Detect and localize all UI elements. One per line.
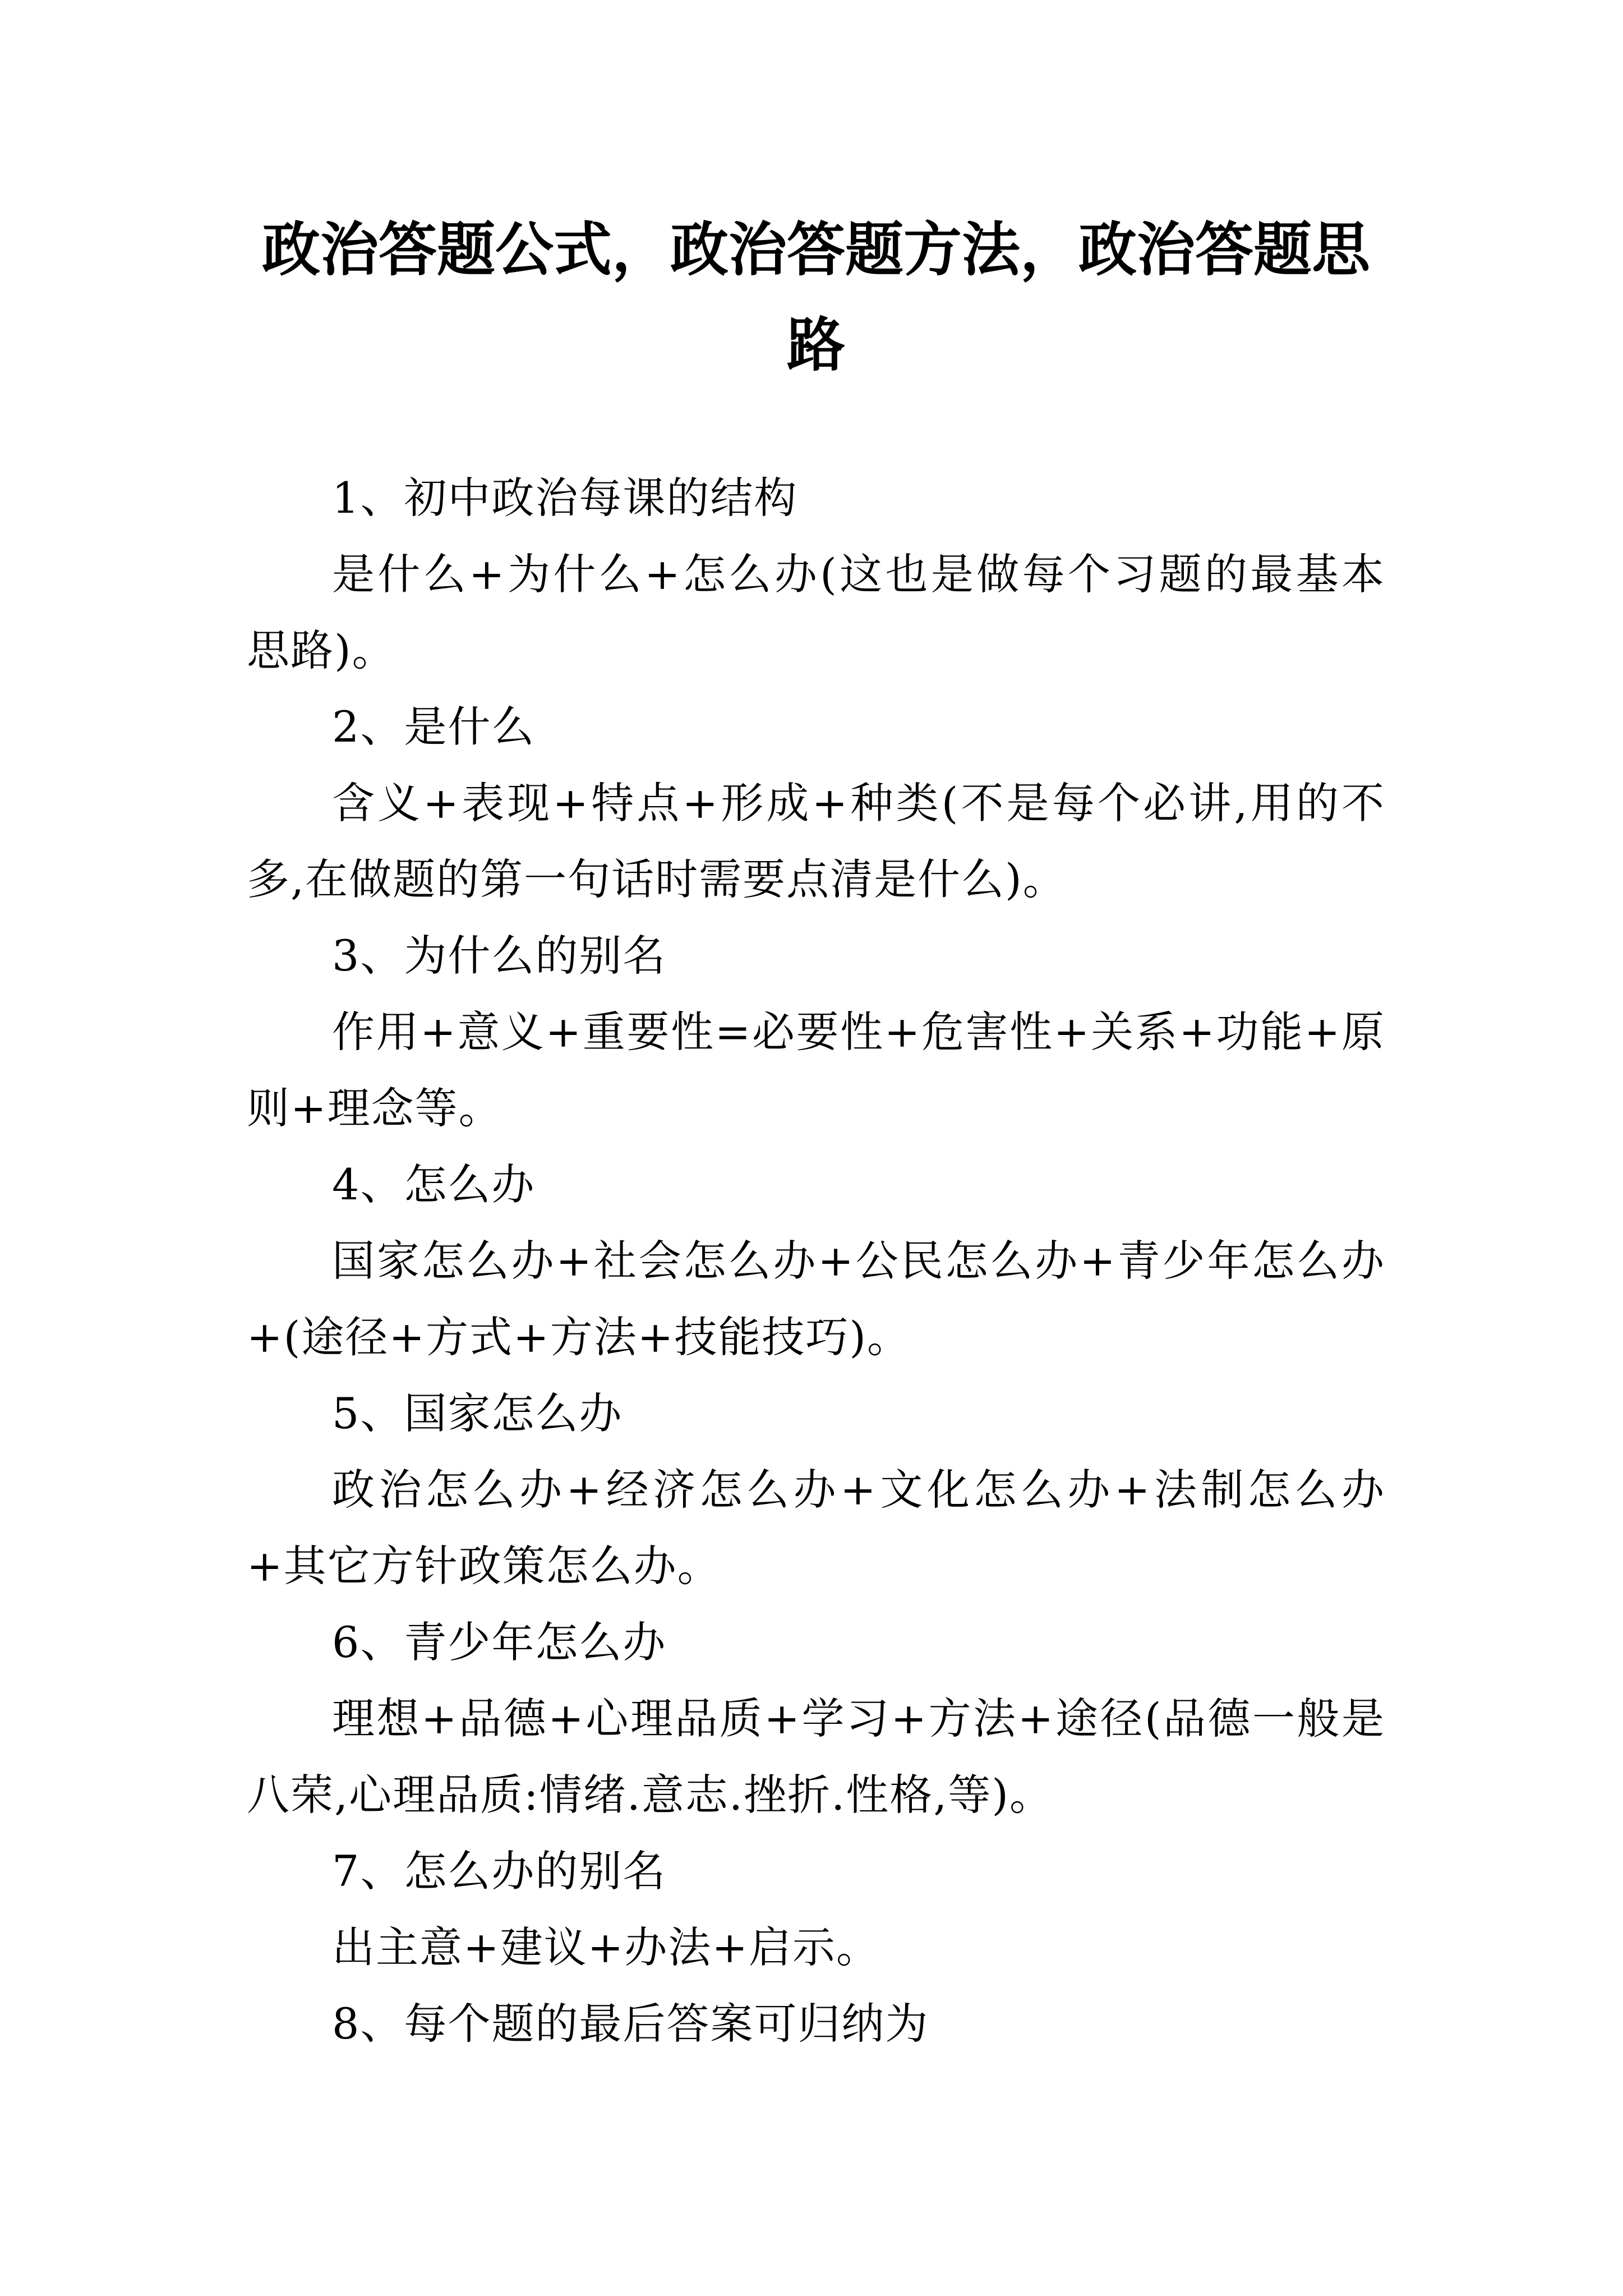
paragraph-4: 国家怎么办+社会怎么办+公民怎么办+青少年怎么办+(途径+方式+方法+技能技巧)。: [247, 1236, 1385, 1362]
paragraph-7: 出主意+建议+办法+启示。: [332, 1922, 880, 1972]
heading-7: 7、怎么办的别名: [332, 1846, 667, 1896]
document-title: 政治答题公式，政治答题方法，政治答题思路: [261, 215, 1370, 379]
heading-8: 8、每个题的最后答案可归纳为: [332, 1999, 929, 2049]
document-body: [247, 460, 1385, 2062]
paragraph-3: 作用+意义+重要性=必要性+危害性+关系+功能+原则+理念等。: [247, 1007, 1385, 1133]
heading-5: 5、国家怎么办: [332, 1388, 623, 1438]
heading-1: 1、初中政治每课的结构: [332, 473, 798, 523]
paragraph-2: 含义+表现+特点+形成+种类(不是每个必讲,用的不多,在做题的第一句话时需要点清是什么)。: [247, 778, 1385, 904]
paragraph-5: 政治怎么办+经济怎么办+文化怎么办+法制怎么办+其它方针政策怎么办。: [247, 1465, 1385, 1591]
paragraph-1: 是什么+为什么+怎么办(这也是做每个习题的最基本思路)。: [247, 549, 1385, 675]
heading-3: 3、为什么的别名: [332, 931, 667, 981]
heading-4: 4、怎么办: [332, 1159, 536, 1209]
paragraph-6: 理想+品德+心理品质+学习+方法+途径(品德一般是八荣,心理品质:情绪.意志.挫折.性格,等)。: [247, 1694, 1385, 1820]
heading-2: 2、是什么: [332, 702, 536, 752]
heading-6: 6、青少年怎么办: [332, 1617, 667, 1667]
